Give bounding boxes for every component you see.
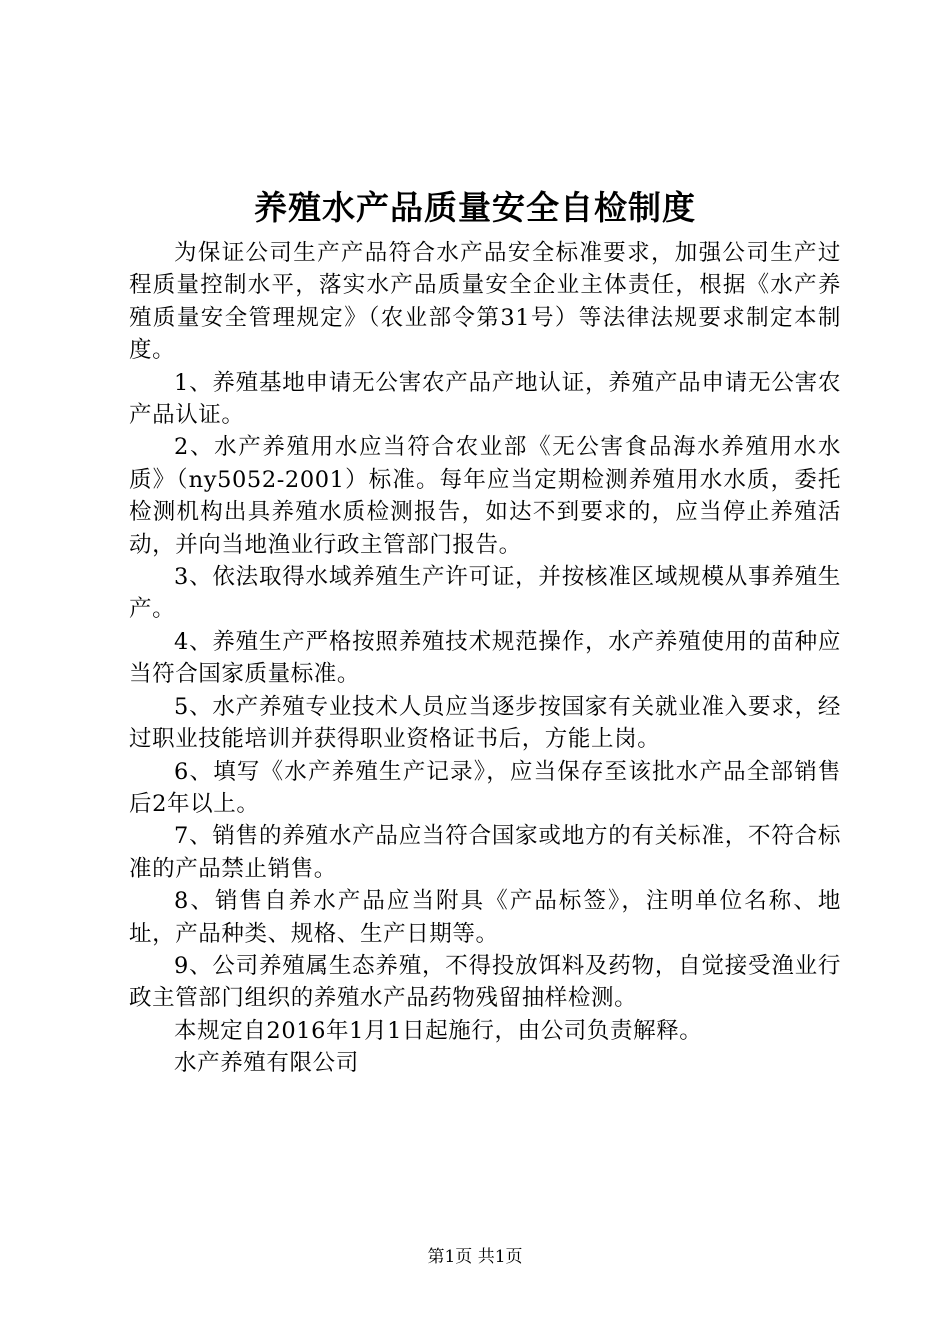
intro-paragraph: 为保证公司生产产品符合水产品安全标准要求，加强公司生产过程质量控制水平，落实水产品质量安全企业主体责任，根据《水产养殖质量安全管理规定》（农业部令第31号）等法律法规要求制定本制度。 — [129, 240, 841, 364]
rule-4-paragraph: 4、养殖生产严格按照养殖技术规范操作，水产养殖使用的苗种应当符合国家质量标准。 — [129, 628, 841, 688]
rule-2-paragraph: 2、水产养殖用水应当符合农业部《无公害食品海水养殖用水水质》（ny5052-2001）标准。每年应当定期检测养殖用水水质，委托检测机构出具养殖水质检测报告，如达不到要求的，应当停止养殖活动，并向当地渔业行政主管部门报告。 — [129, 434, 841, 558]
page-footer: 第1页 共1页 — [427, 1247, 523, 1267]
rule-9-paragraph: 9、公司养殖属生态养殖，不得投放饵料及药物，自觉接受渔业行政主管部门组织的养殖水产品药物残留抽样检测。 — [129, 952, 841, 1012]
rule-1-paragraph: 1、养殖基地申请无公害农产品产地认证，养殖产品申请无公害农产品认证。 — [129, 369, 841, 429]
rule-8-paragraph: 8、销售自养水产品应当附具《产品标签》，注明单位名称、地址，产品种类、规格、生产日期等。 — [129, 888, 841, 947]
rule-3-paragraph: 3、依法取得水域养殖生产许可证，并按核准区域规模从事养殖生产。 — [129, 564, 841, 623]
document-body — [129, 237, 841, 1080]
rule-7-paragraph: 7、销售的养殖水产品应当符合国家或地方的有关标准，不符合标准的产品禁止销售。 — [129, 823, 841, 882]
effective-date-paragraph: 本规定自2016年1月1日起施行，由公司负责解释。 — [174, 1017, 703, 1044]
company-signature: 水产养殖有限公司 — [174, 1050, 359, 1077]
rule-6-paragraph: 6、填写《水产养殖生产记录》，应当保存至该批水产品全部销售后2年以上。 — [129, 758, 841, 817]
rule-5-paragraph: 5、水产养殖专业技术人员应当逐步按国家有关就业准入要求，经过职业技能培训并获得职业资格证书后，方能上岗。 — [129, 693, 841, 753]
document-title: 养殖水产品质量安全自检制度 — [254, 188, 696, 227]
